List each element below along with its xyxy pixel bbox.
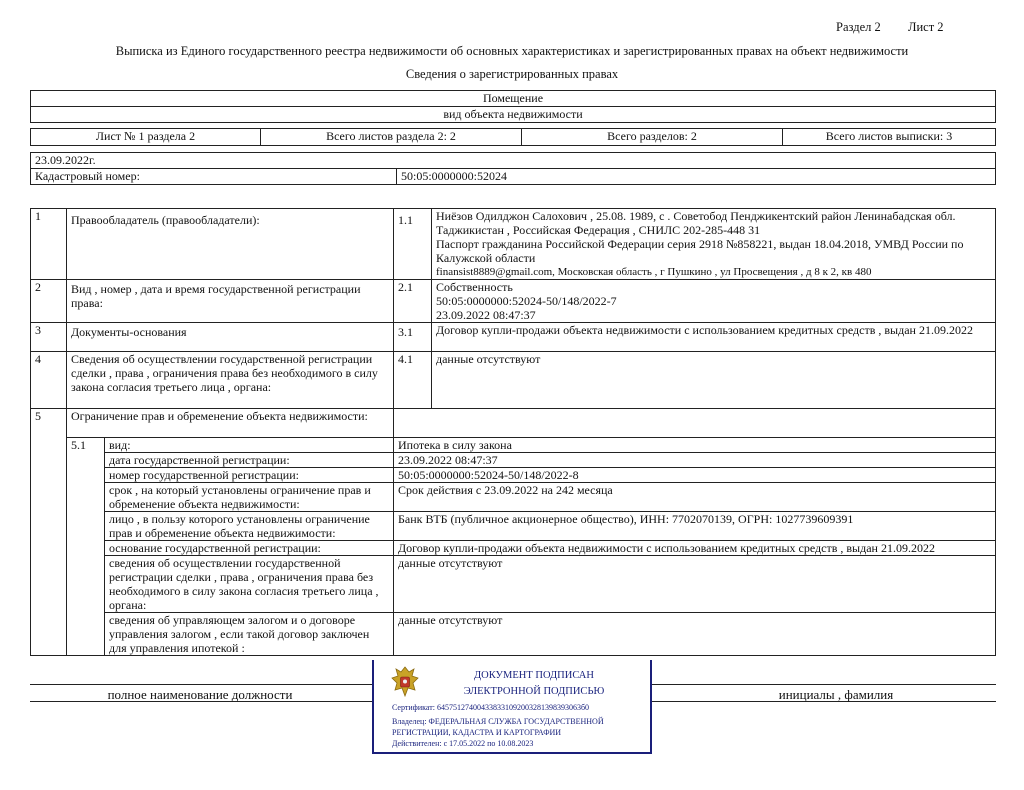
position-label: полное наименование должности (107, 687, 293, 702)
table-row (31, 512, 996, 541)
table-row (31, 453, 996, 468)
stamp-by: ЭЛЕКТРОННОЙ ПОДПИСЬЮ (463, 686, 605, 697)
row-label: Правообладатель (правообладатели): (67, 209, 394, 280)
table-row (31, 209, 996, 280)
row-number: 2 (31, 280, 67, 323)
table-row (31, 613, 996, 656)
right-kind: Собственность (436, 280, 513, 294)
table-row (31, 541, 996, 556)
table-row (31, 409, 996, 438)
extract-date: 23.09.2022г. (31, 153, 996, 169)
restriction-value: Срок действия с 23.09.2022 на 242 месяца (394, 483, 996, 512)
registration-cell (432, 280, 996, 323)
holder-contact: finansist8889@gmail.com, Московская область , г Пушкино , ул Просвещения , д 8 к 2, кв 480 (436, 266, 872, 278)
row-number: 3 (31, 323, 67, 352)
right-number: 50:05:0000000:52024-50/148/2022-7 (436, 294, 617, 308)
signature-stamp (372, 660, 652, 754)
restriction-empty-cell (394, 409, 996, 438)
restriction-value: Договор купли-продажи объекта недвижимости с использованием кредитных средств , выдан 21.09.2022 (394, 541, 996, 556)
restriction-label: лицо , в пользу которого установлены ограничение прав и обременение объекта недвижимости: (105, 512, 394, 541)
restriction-value: 50:05:0000000:52024-50/148/2022-8 (394, 468, 996, 483)
restriction-value: данные отсутствуют (394, 613, 996, 656)
table-row (31, 468, 996, 483)
total-sections: Всего разделов: 2 (522, 129, 783, 146)
stamp-signed: ДОКУМЕНТ ПОДПИСАН (474, 670, 594, 681)
sheet-number: Лист № 1 раздела 2 (31, 129, 261, 146)
basis-documents-value: Договор купли-продажи объекта недвижимости с использованием кредитных средств , выдан 21.09.2022 (432, 323, 996, 352)
restriction-value: 23.09.2022 08:47:37 (394, 453, 996, 468)
sheet-label: Лист 2 (908, 20, 944, 34)
sheets-row (30, 128, 996, 146)
table-row (31, 483, 996, 512)
stamp-validity: Действителен: с 17.05.2022 по 10.08.2023 (392, 739, 534, 748)
cadastral-label: Кадастровый номер: (31, 169, 397, 185)
row-subnumber: 5.1 (67, 438, 105, 656)
cadastral-value: 50:05:0000000:52024 (397, 169, 996, 185)
row-number: 1 (31, 209, 67, 280)
restriction-label: номер государственной регистрации: (105, 468, 394, 483)
restriction-label: вид: (105, 438, 394, 453)
row-number: 5 (31, 409, 67, 656)
section-label: Раздел 2 (836, 20, 881, 34)
holder-name: Ниёзов Одилджон Салохович , 25.08. 1989, с . Советобод Пенджикентский район Ленинабадская обл. Таджикистан , Российская Федерация , СНИЛС 202-285-448 31 (436, 209, 956, 237)
row-subnumber: 2.1 (394, 280, 432, 323)
restriction-label: основание государственной регистрации: (105, 541, 394, 556)
row-subnumber: 1.1 (394, 209, 432, 280)
restriction-value: данные отсутствуют (394, 556, 996, 613)
row-subnumber: 3.1 (394, 323, 432, 352)
restriction-label: сведения об управляющем залогом и о договоре управления залогом , если такой договор заключен для управления ипотекой : (105, 613, 394, 656)
row-subnumber: 4.1 (394, 352, 432, 409)
row-label: Ограничение прав и обременение объекта недвижимости: (67, 409, 394, 438)
restriction-label: дата государственной регистрации: (105, 453, 394, 468)
document-title: Выписка из Единого государственного реестра недвижимости об основных характеристиках и зарегистрированных правах на объект недвижимости (115, 44, 909, 58)
table-row (31, 556, 996, 613)
holder-passport: Паспорт гражданина Российской Федерации серия 2918 №858221, выдан 18.04.2018, УМВД России по Калужской области (436, 237, 964, 265)
right-date: 23.09.2022 08:47:37 (436, 308, 536, 322)
restriction-value: Банк ВТБ (публичное акционерное общество), ИНН: 7702070139, ОГРН: 1027739609391 (394, 512, 996, 541)
stamp-owner: Владелец: ФЕДЕРАЛЬНАЯ СЛУЖБА ГОСУДАРСТВЕННОЙ РЕГИСТРАЦИИ, КАДАСТРА И КАРТОГРАФИИ (392, 717, 604, 737)
row-label: Документы-основания (67, 323, 394, 352)
total-sheets: Всего листов выписки: 3 (783, 129, 996, 146)
object-table (30, 90, 996, 123)
third-party-consent-value: данные отсутствуют (432, 352, 996, 409)
table-row (31, 323, 996, 352)
initials-label: инициалы , фамилия (778, 687, 894, 702)
row-number: 4 (31, 352, 67, 409)
total-section-sheets: Всего листов раздела 2: 2 (261, 129, 522, 146)
restriction-value: Ипотека в силу закона (394, 438, 996, 453)
stamp-certificate: Сертификат: 645751274004338331092003281398393063б0 (392, 703, 590, 712)
table-row (31, 438, 996, 453)
coat-of-arms-icon (388, 664, 422, 704)
rights-table (30, 208, 996, 656)
rights-holder-cell (432, 209, 996, 280)
restriction-label: срок , на который установлены ограничение прав и обременение объекта недвижимости: (105, 483, 394, 512)
document-subtitle: Сведения о зарегистрированных правах (405, 67, 619, 81)
table-row (31, 352, 996, 409)
restriction-label: сведения об осуществлении государственной регистрации сделки , права , ограничения права без необходимого в силу закона согласия третьего лица , органа: (105, 556, 394, 613)
object-kind-label: вид объекта недвижимости (31, 107, 996, 123)
row-label: Сведения об осуществлении государственной регистрации сделки , права , ограничения права без необходимого в силу закона согласия третьего лица , органа: (67, 352, 394, 409)
object-name: Помещение (31, 91, 996, 107)
table-row (31, 280, 996, 323)
date-cadastral-table (30, 152, 996, 185)
row-label: Вид , номер , дата и время государственной регистрации права: (67, 280, 394, 323)
